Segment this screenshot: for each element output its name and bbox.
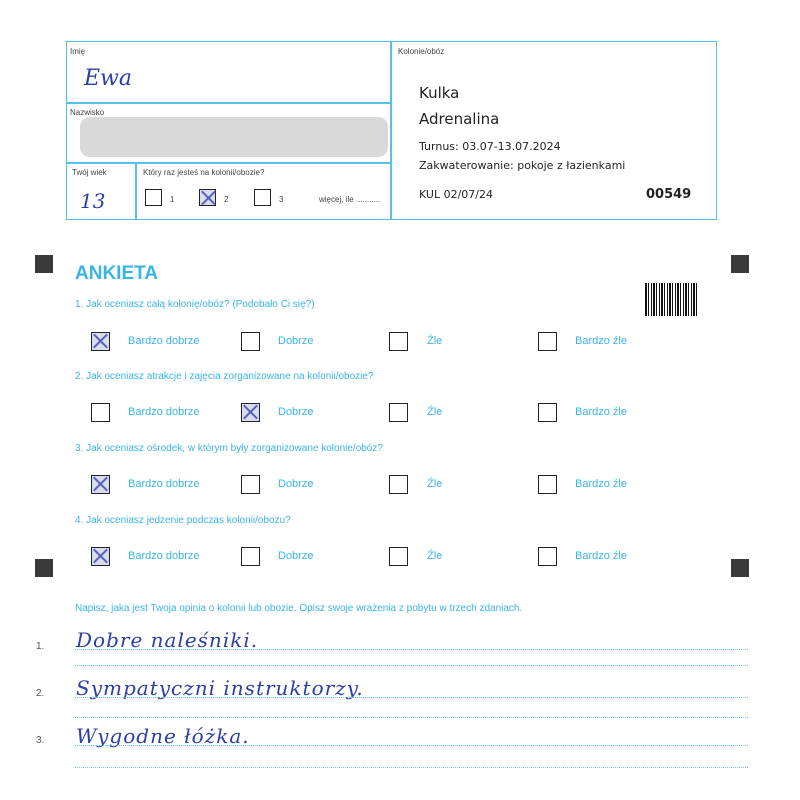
question-2-option-label-3: Źle [427, 406, 443, 418]
nazwisko-redacted [80, 117, 388, 157]
opinion-dotline-2a [75, 697, 748, 698]
question-2-text: 2. Jak oceniasz atrakcje i zajęcia zorganizowane na kolonii/obozie? [75, 371, 374, 382]
ktory-raz-option-1: 1 [170, 195, 175, 204]
question-2-checkbox-2[interactable] [241, 403, 260, 422]
question-1-option-label-4: Bardzo źle [575, 335, 627, 347]
question-4-option-label-3: Źle [427, 550, 443, 562]
question-3-checkbox-3[interactable] [389, 475, 408, 494]
header-divider-vertical [390, 41, 392, 220]
question-4-checkbox-3[interactable] [389, 547, 408, 566]
opinion-dotline-1b [75, 665, 748, 666]
imie-label: Imię [70, 47, 86, 56]
question-3-option-label-1: Bardzo dobrze [128, 478, 200, 490]
camp-name-line2: Adrenalina [419, 110, 500, 128]
question-4-text: 4. Jak oceniasz jedzenie podczas kolonii/obozu? [75, 515, 291, 526]
question-3-checkbox-2[interactable] [241, 475, 260, 494]
wiek-value[interactable]: 13 [80, 189, 106, 213]
question-4-option-label-4: Bardzo źle [575, 550, 627, 562]
header-divider-imie [66, 102, 391, 104]
opinion-line-number-3: 3. [36, 735, 45, 746]
ktory-raz-checkbox-3[interactable] [254, 189, 271, 206]
imie-value[interactable]: Ewa [84, 66, 133, 91]
question-4-checkbox-2[interactable] [241, 547, 260, 566]
header-divider-wiek [135, 162, 137, 220]
opinion-answer-2[interactable]: Sympatyczni instruktorzy. [76, 676, 364, 700]
opinion-dotline-1a [75, 649, 748, 650]
question-1-checkbox-1[interactable] [91, 332, 110, 351]
registration-marker-mid-left [35, 559, 53, 577]
question-4-option-label-2: Dobrze [278, 550, 314, 562]
question-3-option-label-3: Źle [427, 478, 443, 490]
question-2-option-label-2: Dobrze [278, 406, 314, 418]
opinion-dotline-3b [75, 767, 748, 768]
question-3-option-label-4: Bardzo źle [575, 478, 627, 490]
turnus-text: Turnus: 03.07-13.07.2024 [419, 140, 561, 153]
question-1-option-label-2: Dobrze [278, 335, 314, 347]
question-3-checkbox-4[interactable] [538, 475, 557, 494]
opinion-dotline-3a [75, 745, 748, 746]
opinion-dotline-2b [75, 717, 748, 718]
camp-name-line1: Kulka [419, 84, 460, 102]
ktory-raz-option-2: 2 [224, 195, 229, 204]
barcode [645, 283, 699, 316]
opinion-line-number-1: 1. [36, 641, 45, 652]
ktory-raz-checkbox-2[interactable] [199, 189, 216, 206]
question-3-text: 3. Jak oceniasz ośrodek, w którym były zorganizowane kolonie/obóz? [75, 443, 383, 454]
question-2-checkbox-3[interactable] [389, 403, 408, 422]
opinion-answer-3[interactable]: Wygodne łóżka. [76, 724, 250, 748]
question-1-option-label-1: Bardzo dobrze [128, 335, 200, 347]
ktory-raz-label: Który raz jesteś na kolonii/obozie? [143, 168, 265, 177]
form-number: 00549 [646, 187, 692, 202]
ktory-raz-option-more: więcej, ile ........... [319, 195, 381, 204]
registration-marker-mid-right [731, 559, 749, 577]
ktory-raz-option-3: 3 [279, 195, 284, 204]
question-1-option-label-3: Źle [427, 335, 443, 347]
opinion-line-number-2: 2. [36, 688, 45, 699]
header-divider-nazwisko [66, 162, 391, 164]
nazwisko-label: Nazwisko [70, 108, 105, 117]
booking-code: KUL 02/07/24 [419, 188, 493, 201]
question-2-option-label-1: Bardzo dobrze [128, 406, 200, 418]
question-3-option-label-2: Dobrze [278, 478, 314, 490]
question-4-option-label-1: Bardzo dobrze [128, 550, 200, 562]
question-3-checkbox-1[interactable] [91, 475, 110, 494]
question-1-checkbox-3[interactable] [389, 332, 408, 351]
opinion-answer-1[interactable]: Dobre naleśniki. [76, 628, 259, 652]
question-4-checkbox-1[interactable] [91, 547, 110, 566]
zakwaterowanie-text: Zakwaterowanie: pokoje z łazienkami [419, 159, 626, 172]
registration-marker-top-left [35, 255, 53, 273]
survey-title: ANKIETA [75, 263, 159, 284]
question-4-checkbox-4[interactable] [538, 547, 557, 566]
question-2-checkbox-1[interactable] [91, 403, 110, 422]
registration-marker-top-right [731, 255, 749, 273]
kolonie-label: Kolonie/obóz [398, 47, 445, 56]
question-2-checkbox-4[interactable] [538, 403, 557, 422]
question-1-checkbox-2[interactable] [241, 332, 260, 351]
wiek-label: Twój wiek [72, 168, 107, 177]
ktory-raz-checkbox-1[interactable] [145, 189, 162, 206]
question-1-text: 1. Jak oceniasz całą kolonię/obóz? (Podobało Ci się?) [75, 299, 315, 310]
question-2-option-label-4: Bardzo źle [575, 406, 627, 418]
opinion-prompt: Napisz, jaka jest Twoja opinia o kolonii lub obozie. Opisz swoje wrażenia z pobytu w trzech zdaniach. [75, 603, 523, 614]
question-1-checkbox-4[interactable] [538, 332, 557, 351]
